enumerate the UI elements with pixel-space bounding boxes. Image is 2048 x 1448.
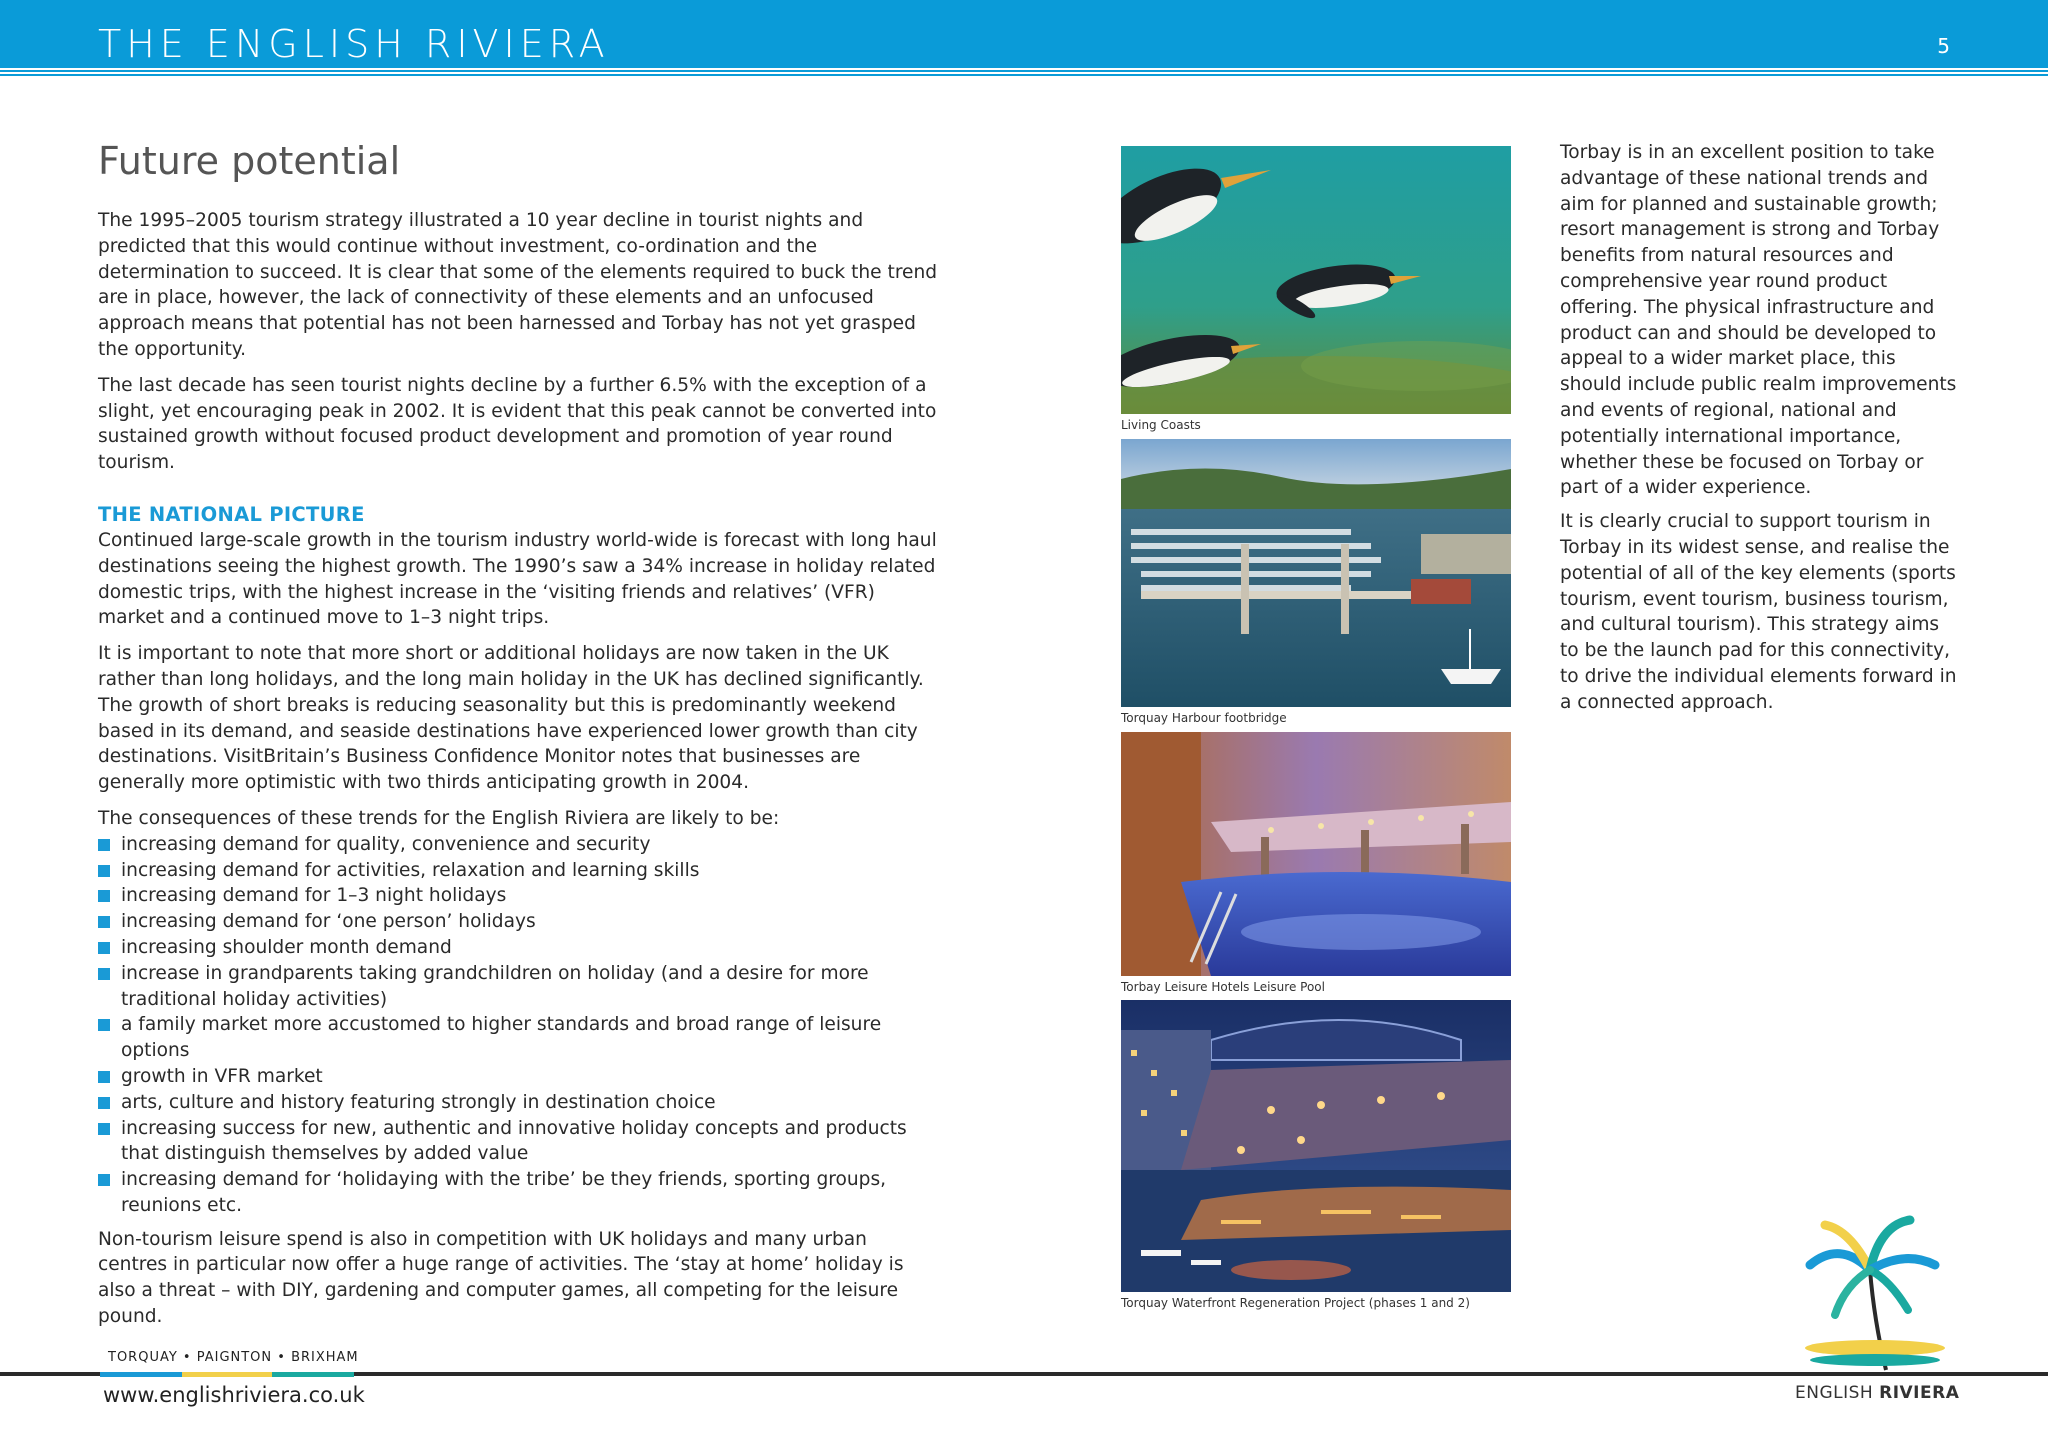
list-item-text: growth in VFR market — [121, 1065, 323, 1087]
header-rule-bottom — [0, 74, 2048, 76]
intro-paragraph-2: The last decade has seen tourist nights decline by a further 6.5% with the exception of a slight, yet encouraging peak in 2002. It is evident that this peak cannot be converted into sustained growth without focused product development and promotion of year round tourism. — [98, 374, 937, 474]
bullet-square-icon — [98, 968, 110, 980]
logo-word-riviera: RIVIERA — [1879, 1383, 1960, 1403]
list-item — [98, 909, 938, 935]
list-item — [98, 858, 938, 884]
list-item — [98, 883, 938, 909]
right-column — [1560, 140, 1960, 724]
photo-caption: Torquay Harbour footbridge — [1121, 711, 1287, 725]
list-item-text: increasing shoulder month demand — [121, 936, 452, 958]
list-item — [98, 1064, 938, 1090]
english-riviera-palm-logo-icon — [1790, 1210, 1950, 1380]
photo-harbour-footbridge — [1121, 439, 1511, 707]
header-rule-top — [0, 70, 2048, 72]
right-paragraph-1: Torbay is in an excellent position to take advantage of these national trends and aim for planned and sustainable growth; resort management is strong and Torbay benefits from natural resources and comprehensive year round product offering. The physical infrastructure and product can and should be developed to appeal to a wider market place, this should include public realm improvements and events of regional, national and potentially international importance, whether these be focused on Torbay or part of a wider experience. — [1560, 142, 1957, 499]
list-item-text: increasing success for new, authentic and innovative holiday concepts and products that distinguish themselves by added value — [121, 1117, 907, 1165]
photo-caption: Torquay Waterfront Regeneration Project (phases 1 and 2) — [1121, 1296, 1470, 1310]
bullet-square-icon — [98, 916, 110, 928]
list-item-text: increasing demand for ‘one person’ holidays — [121, 911, 536, 933]
national-picture-heading: THE NATIONAL PICTURE — [98, 502, 365, 526]
page-number: 5 — [1937, 34, 1950, 58]
bullet-square-icon — [98, 1019, 110, 1031]
bullet-square-icon — [98, 942, 110, 954]
list-item — [98, 1090, 938, 1116]
list-item — [98, 961, 938, 1013]
towns-list: TORQUAY • PAIGNTON • BRIXHAM — [108, 1350, 359, 1365]
footer-blue-segment — [100, 1372, 182, 1377]
bullet-square-icon — [98, 1071, 110, 1083]
list-item — [98, 1012, 938, 1064]
photo-living-coasts — [1121, 146, 1511, 414]
list-item-text: increasing demand for 1–3 night holidays — [121, 885, 507, 907]
list-item-text: increasing demand for quality, convenience and security — [121, 833, 651, 855]
footer-yellow-segment — [182, 1372, 272, 1377]
page-title: Future potential — [98, 139, 401, 183]
bullet-square-icon — [98, 839, 110, 851]
photo-caption: Living Coasts — [1121, 418, 1201, 432]
photo-caption: Torbay Leisure Hotels Leisure Pool — [1121, 980, 1325, 994]
logo-word-english: ENGLISH — [1795, 1383, 1874, 1403]
national-paragraph-3: The consequences of these trends for the English Riviera are likely to be: — [98, 807, 780, 829]
bullet-square-icon — [98, 1097, 110, 1109]
bullet-square-icon — [98, 1123, 110, 1135]
logo-wordmark — [1795, 1383, 1959, 1403]
list-item-text: increase in grandparents taking grandchildren on holiday (and a desire for more traditional holiday activities) — [121, 962, 869, 1010]
trends-list — [98, 832, 938, 1219]
waterfront-image — [1121, 1000, 1511, 1292]
closing-paragraph: Non-tourism leisure spend is also in competition with UK holidays and many urban centres in particular now offer a huge range of activities. The ‘stay at home’ holiday is also a threat – with DIY, gardening and computer games, all competing for the leisure pound. — [98, 1228, 904, 1328]
header-title: THE ENGLISH RIVIERA — [98, 22, 610, 66]
right-paragraph-2: It is clearly crucial to support tourism in Torbay in its widest sense, and realise the potential of all of the key elements (sports tourism, event tourism, business tourism, and cultural tourism). This strategy aims to be the launch pad for this connectivity, to drive the individual elements forward in a connected approach. — [1560, 511, 1957, 713]
national-paragraph-1: Continued large-scale growth in the tourism industry world-wide is forecast with long haul destinations seeing the highest growth. The 1990’s saw a 34% increase in holiday related domestic trips, with the highest increase in the ‘visiting friends and relatives’ (VFR) market and a continued move to 1–3 night trips. — [98, 529, 937, 629]
list-item — [98, 1167, 938, 1219]
list-item — [98, 1116, 938, 1168]
list-item-text: a family market more accustomed to higher standards and broad range of leisure options — [121, 1014, 882, 1062]
list-item — [98, 935, 938, 961]
penguins-image — [1121, 146, 1511, 414]
list-item-text: increasing demand for ‘holidaying with the tribe’ be they friends, sporting groups, reunions etc. — [121, 1169, 887, 1216]
leisure-pool-image — [1121, 732, 1511, 976]
website-url[interactable]: www.englishriviera.co.uk — [103, 1383, 365, 1407]
list-item-text: increasing demand for activities, relaxation and learning skills — [121, 859, 700, 881]
list-item-text: arts, culture and history featuring strongly in destination choice — [121, 1091, 716, 1113]
harbour-image — [1121, 439, 1511, 707]
photo-waterfront — [1121, 1000, 1511, 1292]
footer-teal-segment — [272, 1372, 354, 1377]
main-column — [98, 138, 938, 1340]
bullet-square-icon — [98, 865, 110, 877]
bullet-square-icon — [98, 1174, 110, 1186]
list-item — [98, 832, 938, 858]
photo-leisure-pool — [1121, 732, 1511, 976]
intro-paragraph-1: The 1995–2005 tourism strategy illustrated a 10 year decline in tourist nights and predicted that this would continue without investment, co-ordination and the determination to succeed. It is clear that some of the elements required to buck the trend are in place, however, the lack of connectivity of these elements and an unfocused approach means that potential has not been harnessed and Torbay has not yet grasped the opportunity. — [98, 210, 938, 360]
national-paragraph-2: It is important to note that more short or additional holidays are now taken in the UK rather than long holidays, and the long main holiday in the UK has declined significantly. The growth of short breaks is reducing seasonality but this is predominantly weekend based in its demand, and seaside destinations have experienced lower growth than city destinations. VisitBritain’s Business Confidence Monitor notes that businesses are generally more optimistic with two thirds anticipating growth in 2004. — [98, 643, 924, 794]
bullet-square-icon — [98, 890, 110, 902]
